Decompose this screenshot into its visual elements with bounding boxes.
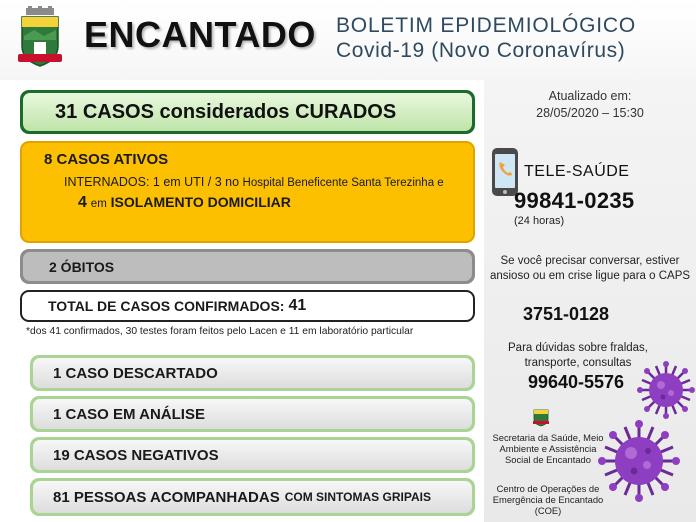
analysis-text: 1 CASO EM ANÁLISE bbox=[33, 399, 472, 429]
monitored-suffix: COM SINTOMAS GRIPAIS bbox=[284, 490, 431, 504]
isolation-line bbox=[44, 194, 457, 212]
updated-label: Atualizado em: bbox=[548, 89, 632, 103]
isolation-em: em bbox=[90, 198, 107, 210]
coronavirus-icon bbox=[598, 420, 680, 502]
help-text: Para dúvidas sobre fraldas, transporte, consultas bbox=[508, 342, 648, 369]
hospitalized-line bbox=[44, 174, 457, 191]
active-cases-box bbox=[20, 141, 475, 243]
discarded-box bbox=[30, 355, 475, 391]
total-value: 41 bbox=[288, 297, 307, 314]
coe-text: Centro de Operações de Emergência de Encantado (COE) bbox=[492, 483, 604, 516]
cured-inner bbox=[23, 93, 472, 131]
monitored-inner bbox=[33, 481, 472, 513]
updated-stamp bbox=[484, 88, 696, 122]
secretaria-crest-icon bbox=[533, 407, 549, 427]
caps-text: Se você precisar conversar, estiver ansioso ou em crise ligue para o CAPS bbox=[489, 255, 691, 282]
cured-count: 31 bbox=[55, 100, 78, 123]
total-label: TOTAL DE CASOS CONFIRMADOS: bbox=[48, 298, 285, 314]
tele-saude-hours: (24 horas) bbox=[514, 215, 565, 227]
caps-number[interactable]: 3751-0128 bbox=[522, 304, 610, 324]
negative-box bbox=[30, 437, 475, 473]
discarded-text: 1 CASO DESCARTADO bbox=[33, 358, 472, 388]
active-cases-title: 8 CASOS ATIVOS bbox=[44, 151, 169, 168]
town-title: ENCANTADO bbox=[84, 14, 316, 55]
updated-at: 28/05/2020 – 15:30 bbox=[536, 106, 644, 120]
tele-saude-label: TELE-SAÚDE bbox=[524, 163, 630, 180]
coronavirus-icon bbox=[636, 360, 696, 420]
monitored-box bbox=[30, 478, 475, 516]
bulletin-title bbox=[336, 14, 684, 63]
tele-saude-number[interactable]: 99841-0235 bbox=[514, 188, 635, 213]
bulletin-line-2: Covid-19 (Novo Coronavírus) bbox=[336, 39, 626, 62]
deaths-text: 2 ÓBITOS bbox=[23, 252, 472, 281]
help-number[interactable]: 99640-5576 bbox=[527, 372, 625, 392]
analysis-box bbox=[30, 396, 475, 432]
isolation-count: 4 bbox=[78, 194, 87, 211]
total-confirmed-box bbox=[20, 290, 475, 322]
isolation-label: ISOLAMENTO DOMICILIAR bbox=[110, 194, 291, 210]
hospital-name: Hospital Beneficente Santa Terezinha e bbox=[242, 177, 444, 189]
negative-text: 19 CASOS NEGATIVOS bbox=[33, 440, 472, 470]
monitored-text: 81 PESSOAS ACOMPANHADAS bbox=[53, 488, 280, 506]
header bbox=[0, 0, 696, 80]
cured-box bbox=[20, 90, 475, 134]
municipal-crest-icon bbox=[16, 6, 64, 68]
secretaria-text: Secretaria da Saúde, Meio Ambiente e Assistência Social de Encantado bbox=[492, 432, 604, 465]
deaths-box bbox=[20, 249, 475, 284]
hospitalized-prefix: INTERNADOS: 1 em UTI / 3 no bbox=[64, 175, 243, 189]
footnote: *dos 41 confirmados, 30 testes foram feitos pelo Lacen e 11 em laboratório particular bbox=[26, 326, 414, 337]
cured-text: CASOS considerados CURADOS bbox=[82, 100, 397, 123]
bulletin-line-1: BOLETIM EPIDEMIOLÓGICO bbox=[336, 14, 636, 37]
